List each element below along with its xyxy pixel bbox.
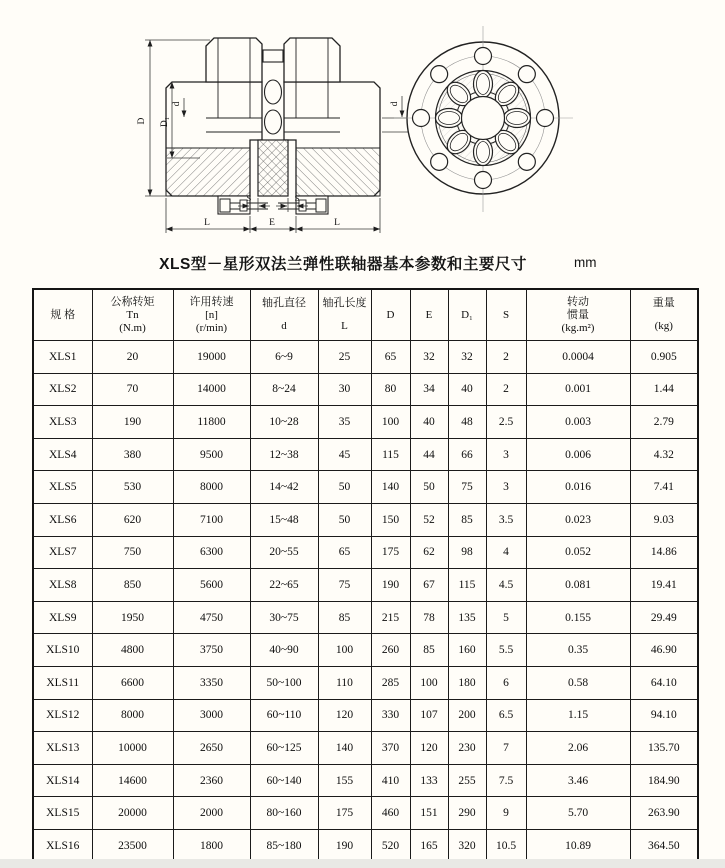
table-row xyxy=(33,569,698,602)
table-cell: 5.70 xyxy=(526,797,630,830)
table-cell: 64.10 xyxy=(630,666,698,699)
table-cell: 12~38 xyxy=(250,438,318,471)
table-cell: 50~100 xyxy=(250,666,318,699)
table-row xyxy=(33,438,698,471)
table-cell: 200 xyxy=(448,699,486,732)
table-cell: 151 xyxy=(410,797,448,830)
header-text: D₁ xyxy=(461,308,473,321)
table-cell: 2 xyxy=(486,341,526,374)
table-cell: 80~160 xyxy=(250,797,318,830)
table-cell: 8000 xyxy=(92,699,173,732)
table-cell: 94.10 xyxy=(630,699,698,732)
table-cell: 2.79 xyxy=(630,406,698,439)
table-cell: 115 xyxy=(448,569,486,602)
table-cell: 175 xyxy=(371,536,410,569)
table-cell: 100 xyxy=(371,406,410,439)
table-row xyxy=(33,503,698,536)
table-cell: 50 xyxy=(318,471,371,504)
table-cell: 66 xyxy=(448,438,486,471)
col-header-bore-length xyxy=(318,289,371,341)
table-cell: 14600 xyxy=(92,764,173,797)
table-cell: 215 xyxy=(371,601,410,634)
table-cell: XLS8 xyxy=(33,569,92,602)
table-cell: 285 xyxy=(371,666,410,699)
table-cell: 850 xyxy=(92,569,173,602)
table-cell: 40~90 xyxy=(250,634,318,667)
table-cell: XLS7 xyxy=(33,536,92,569)
table-cell: 110 xyxy=(318,666,371,699)
table-cell: 230 xyxy=(448,732,486,765)
table-cell: 22~65 xyxy=(250,569,318,602)
table-cell: 6300 xyxy=(173,536,250,569)
table-cell: 7.41 xyxy=(630,471,698,504)
header-text: 轴孔长度 xyxy=(322,297,367,309)
table-cell: XLS6 xyxy=(33,503,92,536)
table-row xyxy=(33,666,698,699)
table-row xyxy=(33,764,698,797)
dim-label-S-left: S xyxy=(246,193,252,203)
side-view-right-flange xyxy=(278,38,380,214)
center-bore xyxy=(462,97,505,140)
dim-label-S-right: S xyxy=(294,193,300,203)
table-cell: XLS13 xyxy=(33,732,92,765)
col-header-spec xyxy=(33,289,92,341)
front-view xyxy=(394,26,573,212)
dim-label-D: D xyxy=(137,117,147,125)
table-cell: 4.5 xyxy=(486,569,526,602)
dim-label-L-left: L xyxy=(204,218,210,228)
table-cell: 40 xyxy=(410,406,448,439)
table-cell: 6 xyxy=(486,666,526,699)
table-cell: 19000 xyxy=(173,341,250,374)
table-cell: 4.32 xyxy=(630,438,698,471)
table-cell: 78 xyxy=(410,601,448,634)
table-cell: 135 xyxy=(448,601,486,634)
table-cell: 14~42 xyxy=(250,471,318,504)
table-cell: XLS12 xyxy=(33,699,92,732)
table-cell: 0.0004 xyxy=(526,341,630,374)
table-cell: 52 xyxy=(410,503,448,536)
table-row xyxy=(33,829,698,862)
table-cell: 7.5 xyxy=(486,764,526,797)
table-cell: 19.41 xyxy=(630,569,698,602)
table-cell: 14000 xyxy=(173,373,250,406)
table-cell: 4 xyxy=(486,536,526,569)
header-text: [n] xyxy=(205,308,218,321)
table-cell: 0.003 xyxy=(526,406,630,439)
table-cell: 620 xyxy=(92,503,173,536)
header-text: (kg.m²) xyxy=(561,321,595,334)
table-cell: XLS2 xyxy=(33,373,92,406)
table-cell: 1950 xyxy=(92,601,173,634)
dim-label-D1: D₁ xyxy=(160,116,170,128)
header-text: S xyxy=(502,308,510,321)
header-text: (kg) xyxy=(654,320,673,332)
table-row xyxy=(33,536,698,569)
header-text: 公称转矩 xyxy=(110,295,155,308)
table-cell: 8~24 xyxy=(250,373,318,406)
table-cell: 9500 xyxy=(173,438,250,471)
table-cell: 2.06 xyxy=(526,732,630,765)
table-cell: 0.155 xyxy=(526,601,630,634)
table-cell: 1.44 xyxy=(630,373,698,406)
table-cell: 1800 xyxy=(173,829,250,862)
table-cell: 4800 xyxy=(92,634,173,667)
table-cell: XLS3 xyxy=(33,406,92,439)
col-header-nominal-torque xyxy=(92,289,173,341)
table-row xyxy=(33,732,698,765)
coupling-technical-drawing xyxy=(0,0,725,246)
table-cell: 3.46 xyxy=(526,764,630,797)
table-cell: XLS15 xyxy=(33,797,92,830)
table-cell: 3 xyxy=(486,471,526,504)
table-cell: 520 xyxy=(371,829,410,862)
table-cell: 30~75 xyxy=(250,601,318,634)
header-text: d xyxy=(281,320,287,332)
col-header-allowable-speed xyxy=(173,289,250,341)
side-view-left-flange xyxy=(166,38,268,214)
table-cell: 0.023 xyxy=(526,503,630,536)
table-cell: 364.50 xyxy=(630,829,698,862)
table-cell: 46.90 xyxy=(630,634,698,667)
table-cell: 255 xyxy=(448,764,486,797)
table-cell: 65 xyxy=(318,536,371,569)
table-cell: 165 xyxy=(410,829,448,862)
dim-label-d-right: d xyxy=(390,101,400,107)
table-cell: 180 xyxy=(448,666,486,699)
table-cell: 10~28 xyxy=(250,406,318,439)
table-cell: 184.90 xyxy=(630,764,698,797)
table-cell: 380 xyxy=(92,438,173,471)
table-cell: 9 xyxy=(486,797,526,830)
table-cell: 120 xyxy=(318,699,371,732)
table-cell: 75 xyxy=(448,471,486,504)
dim-label-E: E xyxy=(269,218,275,228)
header-row xyxy=(33,289,698,341)
table-cell: 60~110 xyxy=(250,699,318,732)
col-header-rotational-inertia xyxy=(526,289,630,341)
table-cell: 120 xyxy=(410,732,448,765)
table-cell: 85 xyxy=(410,634,448,667)
table-row xyxy=(33,634,698,667)
table-cell: 6600 xyxy=(92,666,173,699)
table-cell: 14.86 xyxy=(630,536,698,569)
table-cell: 260 xyxy=(371,634,410,667)
table-cell: 50 xyxy=(318,503,371,536)
page-bottom-strip xyxy=(0,859,725,868)
table-cell: 290 xyxy=(448,797,486,830)
table-row xyxy=(33,471,698,504)
table-cell: 140 xyxy=(371,471,410,504)
table-cell: 0.052 xyxy=(526,536,630,569)
table-cell: 30 xyxy=(318,373,371,406)
table-cell: 100 xyxy=(318,634,371,667)
table-cell: 34 xyxy=(410,373,448,406)
table-body xyxy=(33,341,698,863)
dim-label-d-left: d xyxy=(172,101,182,107)
table-cell: 0.35 xyxy=(526,634,630,667)
table-cell: XLS11 xyxy=(33,666,92,699)
table-cell: 750 xyxy=(92,536,173,569)
table-cell: 2000 xyxy=(173,797,250,830)
table-cell: 10000 xyxy=(92,732,173,765)
table-cell: 6~9 xyxy=(250,341,318,374)
table-cell: 20000 xyxy=(92,797,173,830)
table-cell: 85 xyxy=(448,503,486,536)
table-cell: XLS16 xyxy=(33,829,92,862)
header-text: 转动 xyxy=(567,295,589,308)
table-cell: 67 xyxy=(410,569,448,602)
dim-label-L-right: L xyxy=(334,218,340,228)
unit-label: mm xyxy=(574,255,597,270)
table-cell: 23500 xyxy=(92,829,173,862)
table-cell: 0.58 xyxy=(526,666,630,699)
table-cell: 135.70 xyxy=(630,732,698,765)
table-cell: 62 xyxy=(410,536,448,569)
table-cell: 3350 xyxy=(173,666,250,699)
table-cell: 80 xyxy=(371,373,410,406)
table-cell: 3 xyxy=(486,438,526,471)
table-cell: 5600 xyxy=(173,569,250,602)
table-cell: 6.5 xyxy=(486,699,526,732)
table-cell: 2650 xyxy=(173,732,250,765)
table-cell: XLS10 xyxy=(33,634,92,667)
header-text: 惯量 xyxy=(567,308,589,321)
table-cell: 115 xyxy=(371,438,410,471)
table-cell: 11800 xyxy=(173,406,250,439)
table-cell: XLS5 xyxy=(33,471,92,504)
table-cell: 3750 xyxy=(173,634,250,667)
table-cell: 10.89 xyxy=(526,829,630,862)
table-cell: 460 xyxy=(371,797,410,830)
table-row xyxy=(33,601,698,634)
table-cell: XLS4 xyxy=(33,438,92,471)
header-text: (r/min) xyxy=(195,321,228,334)
table-cell: 160 xyxy=(448,634,486,667)
table-cell: 3.5 xyxy=(486,503,526,536)
table-cell: 10.5 xyxy=(486,829,526,862)
table-cell: 133 xyxy=(410,764,448,797)
table-cell: 370 xyxy=(371,732,410,765)
col-header-bore-diameter xyxy=(250,289,318,341)
table-cell: 20~55 xyxy=(250,536,318,569)
table-row xyxy=(33,699,698,732)
col-header-D xyxy=(371,289,410,341)
header-text: L xyxy=(341,320,348,332)
table-cell: 60~140 xyxy=(250,764,318,797)
header-text: E xyxy=(425,308,433,321)
table-cell: 25 xyxy=(318,341,371,374)
col-header-E xyxy=(410,289,448,341)
table-cell: 4750 xyxy=(173,601,250,634)
table-cell: 0.001 xyxy=(526,373,630,406)
header-text: (N.m) xyxy=(119,321,146,334)
table-cell: 85 xyxy=(318,601,371,634)
table-cell: 15~48 xyxy=(250,503,318,536)
header-text: 轴孔直径 xyxy=(262,297,306,309)
col-header-S xyxy=(486,289,526,341)
table-cell: XLS1 xyxy=(33,341,92,374)
table-cell: 7100 xyxy=(173,503,250,536)
table-cell: 0.905 xyxy=(630,341,698,374)
table-cell: 3000 xyxy=(173,699,250,732)
table-cell: 320 xyxy=(448,829,486,862)
table-cell: 45 xyxy=(318,438,371,471)
table-cell: 5 xyxy=(486,601,526,634)
table-cell: 65 xyxy=(371,341,410,374)
table-cell: 2 xyxy=(486,373,526,406)
page-title: XLS型－星形双法兰弹性联轴器基本参数和主要尺寸 xyxy=(159,256,527,273)
table-cell: 0.006 xyxy=(526,438,630,471)
col-header-D1 xyxy=(448,289,486,341)
table-cell: 7 xyxy=(486,732,526,765)
table-cell: 85~180 xyxy=(250,829,318,862)
table-cell: 98 xyxy=(448,536,486,569)
table-cell: 8000 xyxy=(173,471,250,504)
table-cell: XLS9 xyxy=(33,601,92,634)
table-cell: 50 xyxy=(410,471,448,504)
table-cell: 35 xyxy=(318,406,371,439)
table-cell: 40 xyxy=(448,373,486,406)
table-cell: 107 xyxy=(410,699,448,732)
table-cell: 2.5 xyxy=(486,406,526,439)
table-cell: 0.081 xyxy=(526,569,630,602)
header-text: 规 格 xyxy=(50,308,76,321)
table-cell: 530 xyxy=(92,471,173,504)
col-header-weight xyxy=(630,289,698,341)
table-cell: 190 xyxy=(318,829,371,862)
spec-table xyxy=(32,288,699,864)
table-cell: 100 xyxy=(410,666,448,699)
table-cell: 9.03 xyxy=(630,503,698,536)
table-cell: XLS14 xyxy=(33,764,92,797)
header-text: Tn xyxy=(126,308,139,321)
table-cell: 29.49 xyxy=(630,601,698,634)
table-cell: 175 xyxy=(318,797,371,830)
table-cell: 75 xyxy=(318,569,371,602)
table-cell: 2360 xyxy=(173,764,250,797)
table-row xyxy=(33,797,698,830)
table-cell: 150 xyxy=(371,503,410,536)
table-cell: 5.5 xyxy=(486,634,526,667)
table-cell: 140 xyxy=(318,732,371,765)
table-row xyxy=(33,373,698,406)
table-row xyxy=(33,341,698,374)
table-cell: 190 xyxy=(92,406,173,439)
table-row xyxy=(33,406,698,439)
table-cell: 155 xyxy=(318,764,371,797)
table-cell: 330 xyxy=(371,699,410,732)
table-cell: 0.016 xyxy=(526,471,630,504)
table-cell: 70 xyxy=(92,373,173,406)
table-cell: 1.15 xyxy=(526,699,630,732)
header-text: D xyxy=(386,308,395,321)
table-cell: 32 xyxy=(448,341,486,374)
table-cell: 190 xyxy=(371,569,410,602)
table-cell: 410 xyxy=(371,764,410,797)
table-cell: 44 xyxy=(410,438,448,471)
table-cell: 263.90 xyxy=(630,797,698,830)
table-cell: 48 xyxy=(448,406,486,439)
table-cell: 32 xyxy=(410,341,448,374)
header-text: 许用转速 xyxy=(189,295,234,308)
table-cell: 60~125 xyxy=(250,732,318,765)
table-cell: 20 xyxy=(92,341,173,374)
header-text: 重量 xyxy=(652,297,675,309)
